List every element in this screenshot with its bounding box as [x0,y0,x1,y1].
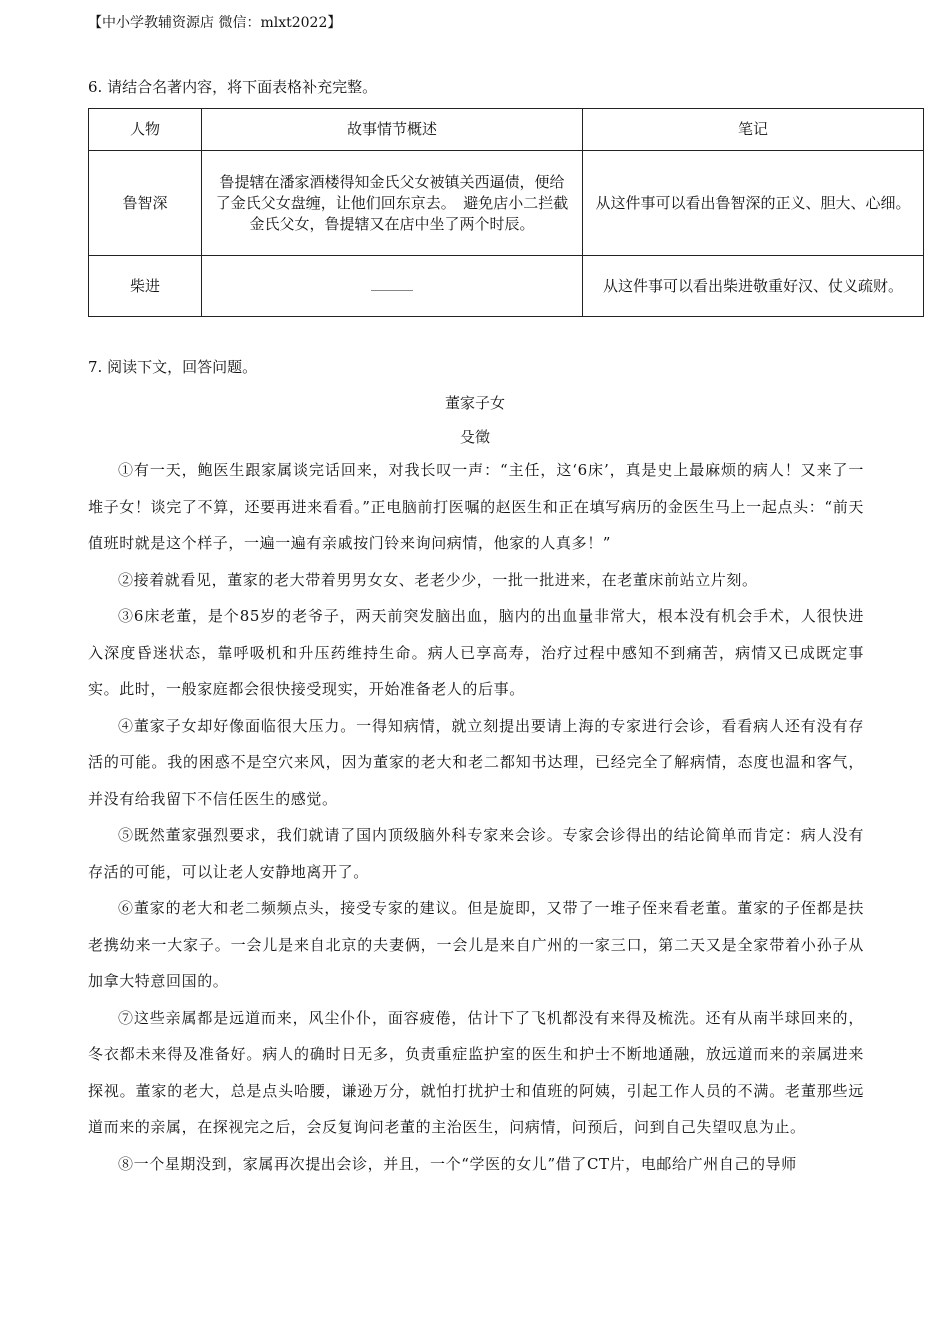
paragraph-7: ⑦这些亲属都是远道而来，风尘仆仆，面容疲倦，估计下了飞机都没有来得及梳洗。还有从南半球回来的，冬衣都未来得及准备好。病人的确时日无多，负责重症监护室的医生和护士不断地通融，放远道而来的亲属进来探视。董家的老大，总是点头哈腰，谦逊万分，就怕打扰护士和值班的阿姨，引起工作人员的不满。老董那些远道而来的亲属，在探视完之后，会反复询问老董的主治医生，问病情，问预后，问到自己失望叹息为止。 [88,1008,864,1136]
paragraph-3: ③6床老董，是个85岁的老爷子，两天前突发脑出血，脑内的出血量非常大，根本没有机会手术，人很快进入深度昏迷状态，靠呼吸机和升压药维持生命。病人已享高寿，治疗过程中感知不到痛苦，病情又已成既定事实。此时，一般家庭都会很快接受现实，开始准备老人的后事。 [88,607,864,698]
paragraph-6: ⑥董家的老大和老二频频点头，接受专家的建议。但是旋即，又带了一堆子侄来看老董。董家的子侄都是扶老携幼来一大家子。一会儿是来自北京的夫妻俩，一会儿是来自广州的一家三口，第二天又是全家带着小孙子从加拿大特意回国的。 [88,899,864,990]
paragraph-4: ④董家子女却好像面临很大压力。一得知病情，就立刻提出要请上海的专家进行会诊，看看病人还有没有存活的可能。我的困惑不是空穴来风，因为董家的老大和老二都知书达理，已经完全了解病情，态度也温和客气，并没有给我留下不信任医生的感觉。 [88,716,864,808]
cell-person: 柴进 [89,256,202,317]
paragraph-2: ②接着就看见，董家的老大带着男男女女、老老少少，一批一批进来，在老董床前站立片刻。 [118,570,758,589]
answer-blank[interactable] [371,278,413,291]
table-header-row [89,109,924,151]
novel-table [88,108,924,317]
cell-note: 从这件事可以看出柴进敬重好汉、仗义疏财。 [583,256,924,317]
header-person: 人物 [89,109,202,151]
cell-person: 鲁智深 [89,151,202,256]
table-row [89,151,924,256]
cell-plot: 鲁提辖在潘家酒楼得知金氏父女被镇关西逼债，便给了金氏父女盘缠，让他们回东京去。 避免店小二拦截金氏父女，鲁提辖又在店中坐了两个时辰。 [202,151,583,256]
watermark: 【中小学教辅资源店 微信：mlxt2022】 [88,15,342,31]
paragraph-5: ⑤既然董家强烈要求，我们就请了国内顶级脑外科专家来会诊。专家会诊得出的结论简单而肯定：病人没有存活的可能，可以让老人安静地离开了。 [88,826,864,881]
header-plot: 故事情节概述 [202,109,583,151]
article-author: 殳徵 [459,428,490,446]
cell-note: 从这件事可以看出鲁智深的正义、胆大、心细。 [583,151,924,256]
cell-plot-blank[interactable] [202,256,583,317]
article-body [88,452,864,1182]
table-row [89,256,924,317]
paragraph-1: ①有一天，鲍医生跟家属谈完话回来，对我长叹一声：“主任，这‘6床’，真是史上最麻烦的病人！又来了一堆子女！谈完了不算，还要再进来看看。”正电脑前打医嘱的赵医生和正在填写病历的金医生马上一起点头：“前天值班时就是这个样子，一遍一遍有亲戚按门铃来询问病情，他家的人真多！” [88,461,864,552]
question-6-prompt: 6. 请结合名著内容，将下面表格补充完整。 [88,78,378,96]
header-note: 笔记 [583,109,924,151]
question-7-prompt: 7. 阅读下文，回答问题。 [88,358,258,376]
article-title: 董家子女 [444,394,505,412]
paragraph-8: ⑧一个星期没到，家属再次提出会诊，并且，一个“学医的女儿”借了CT片，电邮给广州自己的导师 [118,1154,797,1173]
